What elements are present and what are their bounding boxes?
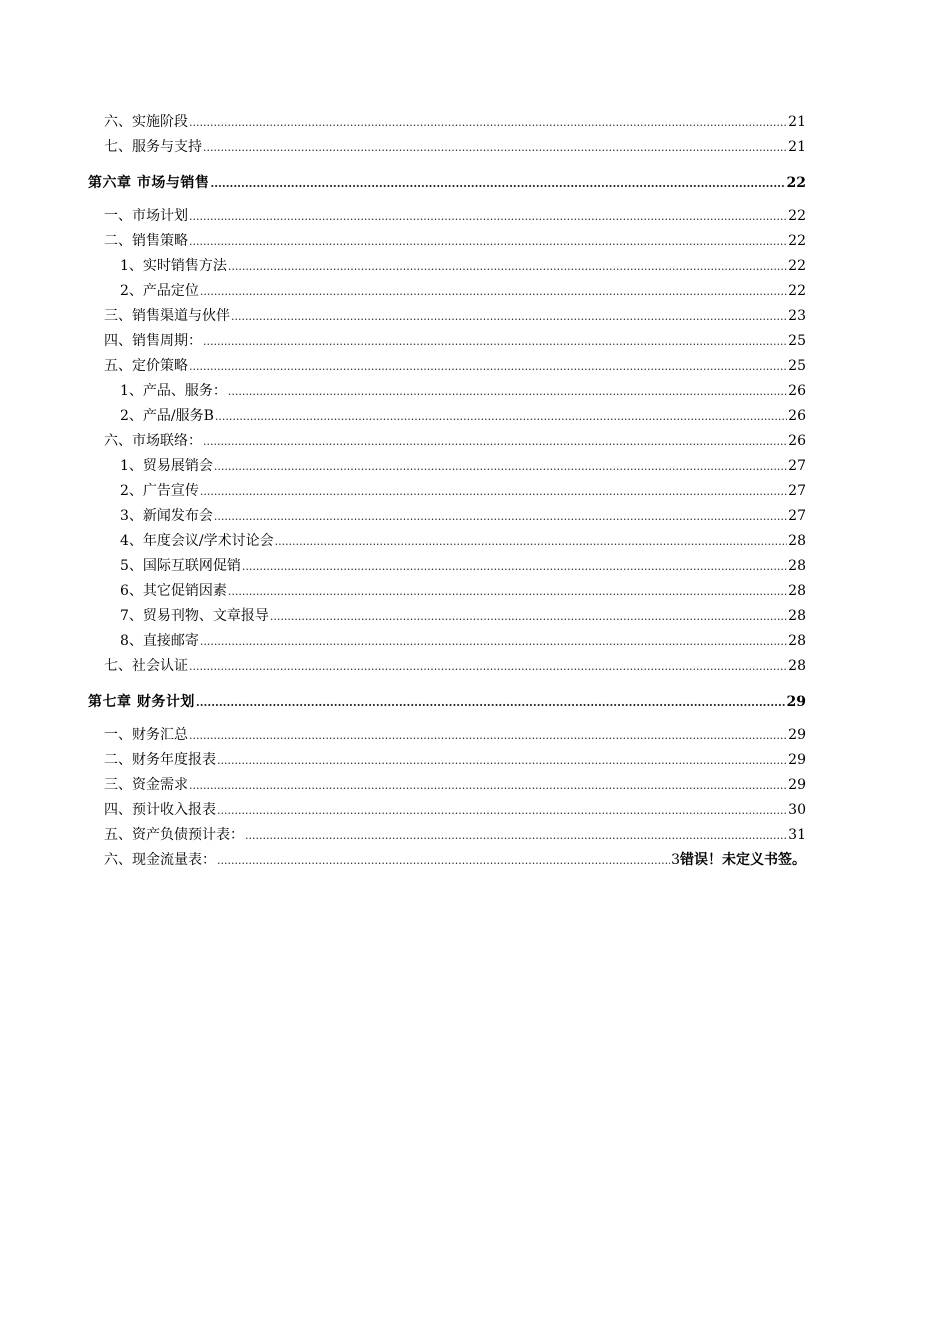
toc-entry-title: 五、定价策略 (104, 358, 188, 374)
toc-page-number-value: 23 (788, 308, 806, 324)
toc-entry-title: 六、市场联络： (104, 433, 202, 449)
toc-chapter-entry[interactable] (88, 692, 806, 712)
toc-entry-title: 3、新闻发布会 (120, 508, 213, 524)
toc-page-number-value: 22 (788, 283, 806, 299)
toc-leader-dots (200, 481, 787, 502)
toc-entry-title: 二、销售策略 (104, 233, 188, 249)
toc-leader-dots (189, 725, 787, 746)
toc-page-number-value: 27 (788, 508, 806, 524)
toc-entry-title: 5、国际互联网促销 (120, 558, 241, 574)
toc-chapter-entry[interactable] (88, 173, 806, 193)
toc-leader-dots (203, 137, 787, 158)
toc-entry-title: 1、产品、服务： (120, 383, 227, 399)
toc-page-number-value: 28 (788, 608, 806, 624)
toc-entry[interactable] (88, 606, 806, 631)
toc-entry[interactable] (88, 631, 806, 656)
toc-page-number-value: 28 (788, 533, 806, 549)
toc-page-number (788, 656, 806, 676)
toc-entry[interactable] (88, 506, 806, 531)
toc-entry-title: 七、服务与支持 (104, 139, 202, 155)
toc-leader-dots (245, 825, 787, 846)
toc-page-number (788, 506, 806, 526)
toc-page-number-value: 22 (788, 258, 806, 274)
toc-entry[interactable] (88, 112, 806, 137)
toc-page-number (788, 581, 806, 601)
toc-page-number-value: 27 (788, 458, 806, 474)
toc-page-number (788, 406, 806, 426)
toc-page-number-value: 29 (788, 727, 806, 743)
toc-entry-title: 第六章 市场与销售 (88, 175, 210, 191)
toc-leader-dots (214, 506, 787, 527)
toc-page-number (788, 356, 806, 376)
toc-entry-title: 1、实时销售方法 (120, 258, 227, 274)
toc-page-number (788, 112, 806, 132)
toc-page-number-value: 26 (788, 433, 806, 449)
toc-page-number (788, 606, 806, 626)
toc-page-number (788, 556, 806, 576)
toc-leader-dots (228, 256, 787, 277)
toc-leader-dots (189, 231, 787, 252)
toc-entry[interactable] (88, 481, 806, 506)
toc-entry-title: 三、销售渠道与伙伴 (104, 308, 230, 324)
toc-page-number-value: 25 (788, 358, 806, 374)
toc-entry[interactable] (88, 256, 806, 281)
toc-page-number-value: 28 (788, 658, 806, 674)
toc-page-number (671, 850, 806, 870)
toc-leader-dots (189, 775, 787, 796)
toc-entry[interactable] (88, 800, 806, 825)
toc-entry[interactable] (88, 331, 806, 356)
toc-entry[interactable] (88, 356, 806, 381)
toc-entry-title: 五、资产负债预计表： (104, 827, 244, 843)
toc-leader-dots (203, 431, 787, 452)
toc-entry-title: 2、产品/服务B (120, 408, 214, 424)
toc-page-number (788, 825, 806, 845)
toc-entry[interactable] (88, 725, 806, 750)
toc-leader-dots (275, 531, 788, 552)
toc-bookmark-error: 错误！未定义书签。 (680, 852, 806, 868)
toc-page-number (788, 206, 806, 226)
toc-page-number (788, 331, 806, 351)
toc-leader-dots (203, 331, 787, 352)
toc-entry-title: 六、现金流量表： (104, 852, 216, 868)
toc-leader-dots (200, 631, 787, 652)
toc-entry[interactable] (88, 281, 806, 306)
toc-page-number (788, 531, 806, 551)
toc-entry-title: 一、财务汇总 (104, 727, 188, 743)
toc-entry[interactable] (88, 456, 806, 481)
toc-page-number (787, 173, 806, 193)
toc-entry-title: 三、资金需求 (104, 777, 188, 793)
toc-page-number-value: 22 (788, 233, 806, 249)
toc-page-number-value: 22 (788, 208, 806, 224)
toc-page-number-value: 26 (788, 408, 806, 424)
toc-entry-title: 2、产品定位 (120, 283, 199, 299)
toc-entry[interactable] (88, 431, 806, 456)
toc-page-number (788, 306, 806, 326)
toc-entry-title: 8、直接邮寄 (120, 633, 199, 649)
toc-entry-title: 4、年度会议/学术讨论会 (120, 533, 274, 549)
toc-entry[interactable] (88, 531, 806, 556)
toc-entry[interactable] (88, 775, 806, 800)
toc-page-number-value: 28 (788, 633, 806, 649)
toc-page-number (788, 456, 806, 476)
toc-page-number-value: 25 (788, 333, 806, 349)
toc-entry[interactable] (88, 850, 806, 875)
toc-entry[interactable] (88, 306, 806, 331)
toc-entry[interactable] (88, 137, 806, 162)
toc-page-number (788, 256, 806, 276)
toc-page-number-value: 22 (786, 175, 806, 191)
toc-page-number (788, 800, 806, 820)
toc-entry[interactable] (88, 750, 806, 775)
toc-leader-dots (217, 750, 787, 771)
toc-leader-dots (242, 556, 787, 577)
toc-leader-dots (210, 173, 785, 194)
toc-page-number (788, 231, 806, 251)
toc-page-number-value: 21 (788, 139, 806, 155)
toc-page-number (788, 431, 806, 451)
toc-page-number-value: 3 (671, 852, 680, 868)
toc-leader-dots (189, 656, 787, 677)
toc-page-number (787, 692, 806, 712)
toc-entry[interactable] (88, 825, 806, 850)
toc-entry-title: 6、其它促销因素 (120, 583, 227, 599)
toc-leader-dots (228, 581, 787, 602)
toc-page-number-value: 31 (788, 827, 806, 843)
toc-entry-title: 二、财务年度报表 (104, 752, 216, 768)
toc-page-number-value: 21 (788, 114, 806, 130)
toc-page-number (788, 137, 806, 157)
toc-entry[interactable] (88, 381, 806, 406)
toc-leader-dots (200, 281, 787, 302)
toc-page-number-value: 28 (788, 558, 806, 574)
toc-leader-dots (189, 206, 787, 227)
toc-page-number (788, 750, 806, 770)
toc-leader-dots (196, 692, 786, 713)
toc-entry[interactable] (88, 556, 806, 581)
toc-page-number (788, 631, 806, 651)
table-of-contents (88, 112, 806, 875)
toc-leader-dots (270, 606, 787, 627)
toc-page-number-value: 28 (788, 583, 806, 599)
toc-entry-title: 2、广告宣传 (120, 483, 199, 499)
toc-page-number-value: 29 (786, 694, 806, 710)
toc-entry-title: 一、市场计划 (104, 208, 188, 224)
toc-entry[interactable] (88, 406, 806, 431)
toc-leader-dots (189, 112, 787, 133)
toc-entry-title: 六、实施阶段 (104, 114, 188, 130)
toc-entry-title: 七、社会认证 (104, 658, 188, 674)
toc-page-number-value: 30 (788, 802, 806, 818)
toc-page-number-value: 26 (788, 383, 806, 399)
toc-leader-dots (217, 850, 670, 871)
toc-page-number (788, 381, 806, 401)
toc-entry[interactable] (88, 231, 806, 256)
toc-leader-dots (217, 800, 787, 821)
toc-entry[interactable] (88, 206, 806, 231)
toc-entry-title: 7、贸易刊物、文章报导 (120, 608, 269, 624)
toc-entry[interactable] (88, 581, 806, 606)
toc-page-number-value: 29 (788, 752, 806, 768)
toc-page-number (788, 281, 806, 301)
toc-page-number (788, 481, 806, 501)
toc-page-number-value: 29 (788, 777, 806, 793)
toc-entry-title: 第七章 财务计划 (88, 694, 195, 710)
toc-page-number (788, 775, 806, 795)
toc-leader-dots (231, 306, 787, 327)
toc-leader-dots (189, 356, 787, 377)
toc-leader-dots (215, 406, 787, 427)
toc-page-number-value: 27 (788, 483, 806, 499)
toc-entry-title: 1、贸易展销会 (120, 458, 213, 474)
toc-page-number (788, 725, 806, 745)
toc-leader-dots (214, 456, 787, 477)
toc-entry[interactable] (88, 656, 806, 681)
toc-leader-dots (228, 381, 787, 402)
toc-entry-title: 四、销售周期： (104, 333, 202, 349)
toc-entry-title: 四、预计收入报表 (104, 802, 216, 818)
